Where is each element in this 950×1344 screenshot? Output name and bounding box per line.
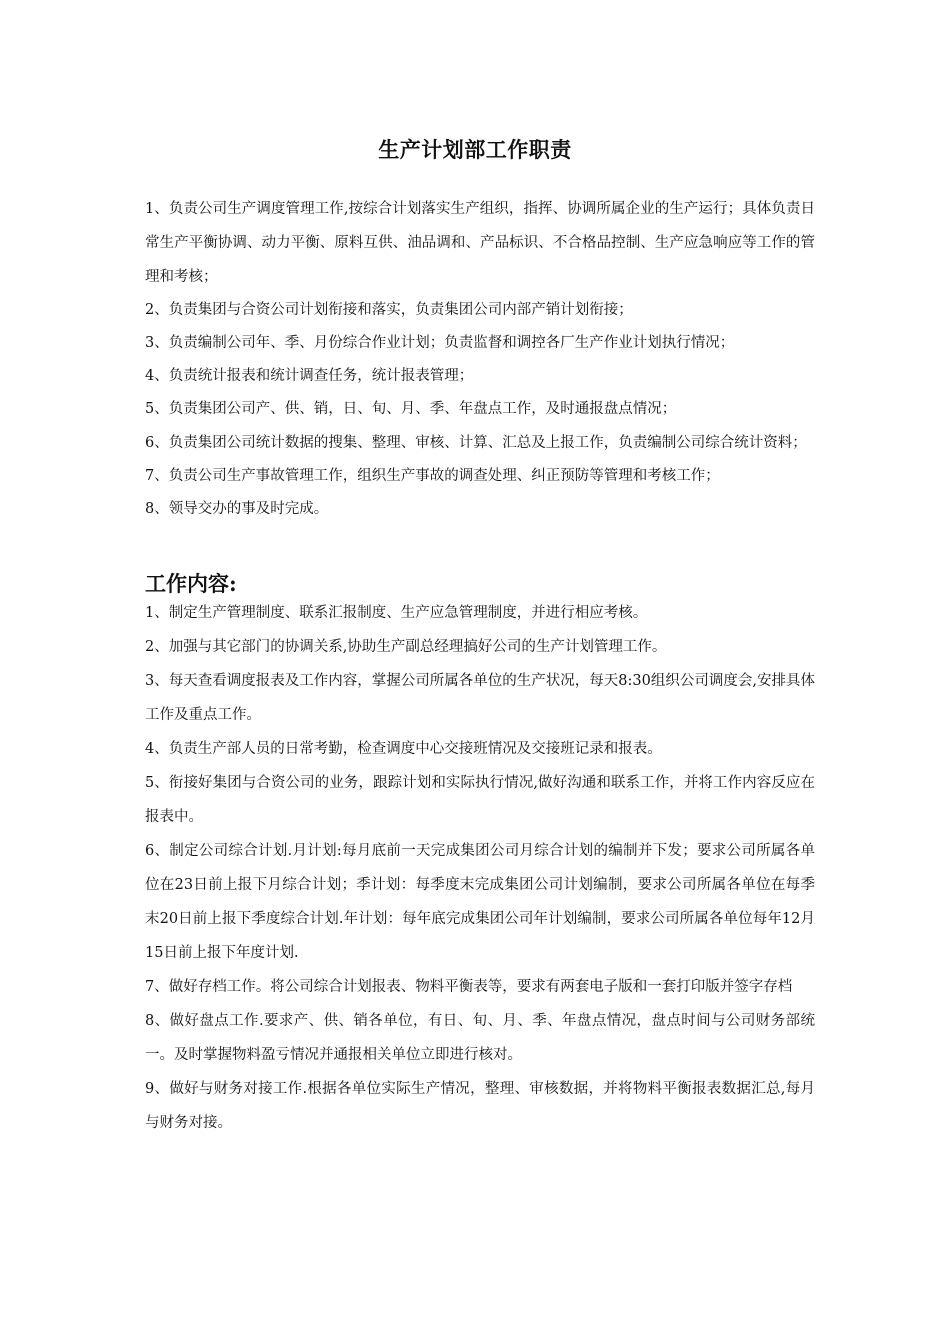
content-item: 7、做好存档工作。将公司综合计划报表、物料平衡表等，要求有两套电子版和一套打印版并签字存档 [145, 979, 793, 995]
duty-item: 8、领导交办的事及时完成。 [145, 501, 329, 517]
content-list [145, 596, 815, 1140]
content-item: 5、衔接好集团与合资公司的业务，跟踪计划和实际执行情况,做好沟通和联系工作，并将工作内容反应在报表中。 [145, 775, 815, 825]
duty-item: 1、负责公司生产调度管理工作,按综合计划落实生产组织，指挥、协调所属企业的生产运行；具体负责日常生产平衡协调、动力平衡、原料互供、油品调和、产品标识、不合格品控制、生产应急响应等工作的管理和考核； [145, 201, 815, 285]
duty-item: 2、负责集团与合资公司计划衔接和落实，负责集团公司内部产销计划衔接； [145, 302, 633, 318]
content-item: 1、制定生产管理制度、联系汇报制度、生产应急管理制度，并进行相应考核。 [145, 605, 648, 621]
duty-item: 5、负责集团公司产、供、销，日、旬、月、季、年盘点工作，及时通报盘点情况； [145, 401, 677, 417]
content-item: 8、做好盘点工作.要求产、供、销各单位，有日、旬、月、季、年盘点情况，盘点时间与公司财务部统一。及时掌握物料盈亏情况并通报相关单位立即进行核对。 [145, 1013, 815, 1063]
content-heading: 工作内容: [145, 571, 237, 596]
content-item: 2、加强与其它部门的协调关系,协助生产副总经理搞好公司的生产计划管理工作。 [145, 639, 667, 655]
duty-item: 6、负责集团公司统计数据的搜集、整理、审核、计算、汇总及上报工作，负责编制公司综合统计资料； [145, 435, 807, 451]
duty-item: 4、负责统计报表和统计调查任务，统计报表管理； [145, 368, 474, 384]
duty-item: 7、负责公司生产事故管理工作，组织生产事故的调查处理、纠正预防等管理和考核工作； [145, 468, 720, 484]
content-item: 3、每天查看调度报表及工作内容，掌握公司所属各单位的生产状况，每天8:30组织公司调度会,安排具体工作及重点工作。 [145, 673, 815, 723]
duty-item: 3、负责编制公司年、季、月份综合作业计划；负责监督和调控各厂生产作业计划执行情况； [145, 335, 735, 351]
duties-list [145, 192, 815, 526]
document-title: 生产计划部工作职责 [378, 137, 572, 162]
content-item: 6、制定公司综合计划.月计划:每月底前一天完成集团公司月综合计划的编制并下发；要求公司所属各单位在23日前上报下月综合计划；季计划：每季度末完成集团公司计划编制，要求公司所属各单位在每季末20日前上报下季度综合计划.年计划：每年底完成集团公司年计划编制，要求公司所属各单位每年12月15日前上报下年度计划. [145, 843, 815, 961]
content-item: 4、负责生产部人员的日常考勤，检查调度中心交接班情况及交接班记录和报表。 [145, 741, 662, 757]
content-item: 9、做好与财务对接工作.根据各单位实际生产情况，整理、审核数据，并将物料平衡报表数据汇总,每月与财务对接。 [145, 1081, 815, 1131]
